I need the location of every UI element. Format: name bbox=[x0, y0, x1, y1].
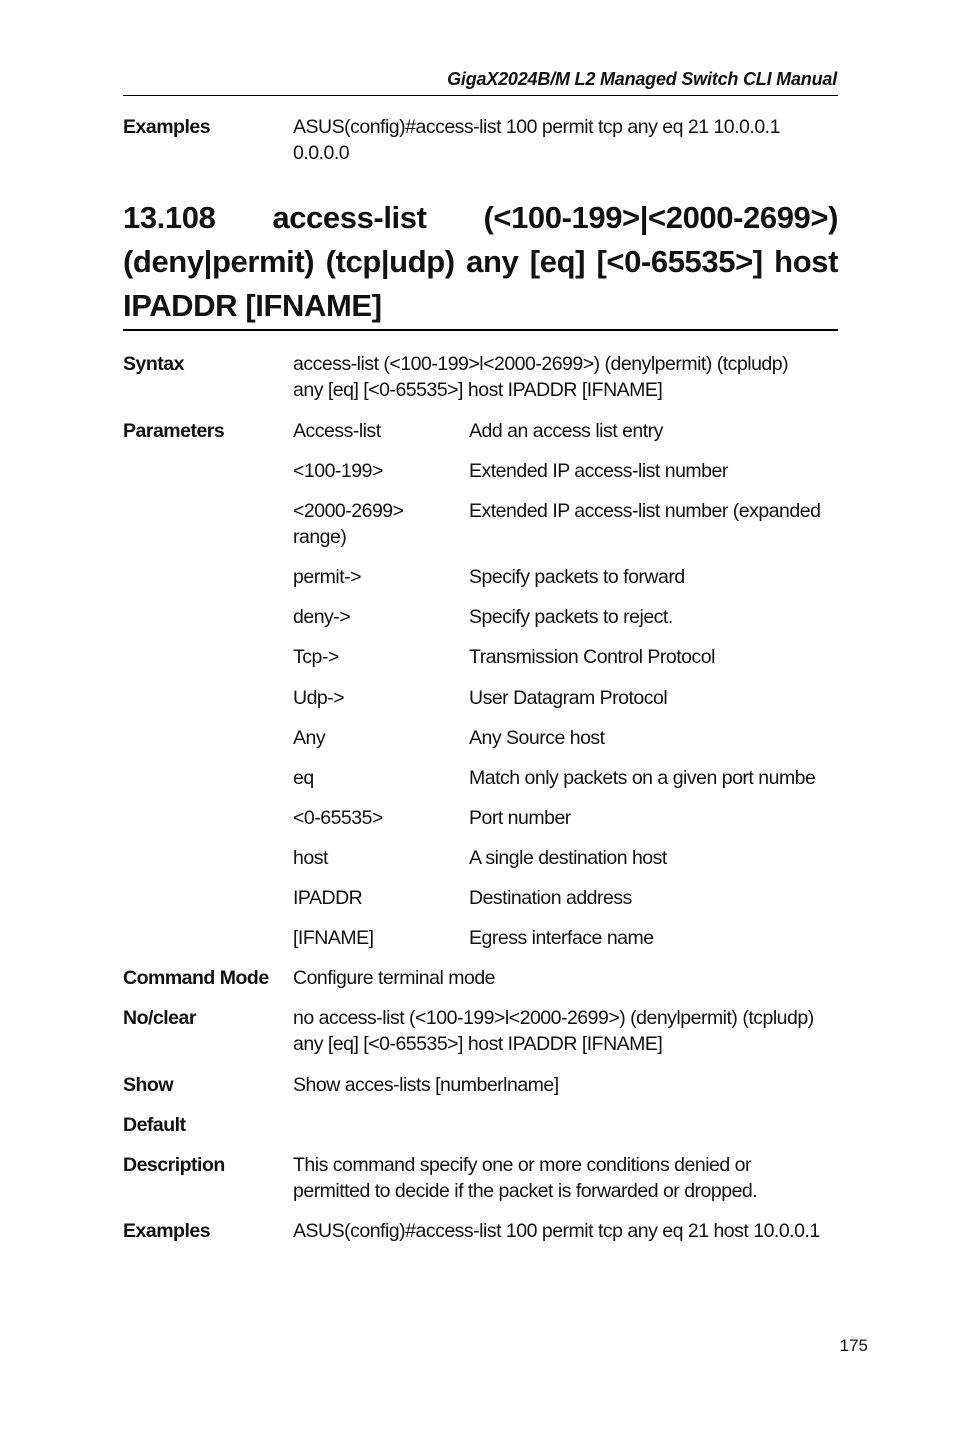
parameter-description: Match only packets on a given port numbe bbox=[469, 767, 816, 789]
syntax-line: any [eq] [<0-65535>] host IPADDR [IFNAME] bbox=[293, 379, 663, 401]
parameter-description-continuation: range) bbox=[293, 526, 347, 548]
syntax-line: access-list (<100-199>l<2000-2699>) (denylpermit) (tcpludp) bbox=[293, 353, 789, 375]
header-divider bbox=[123, 95, 838, 96]
no-clear-line: any [eq] [<0-65535>] host IPADDR [IFNAME] bbox=[293, 1033, 663, 1055]
section-heading bbox=[123, 196, 838, 328]
parameter-description: A single destination host bbox=[469, 847, 667, 869]
parameter-row bbox=[123, 845, 838, 871]
description-line: permitted to decide if the packet is forwarded or dropped. bbox=[293, 1180, 758, 1202]
default-row bbox=[123, 1112, 838, 1138]
description-row bbox=[123, 1152, 838, 1204]
parameter-row bbox=[123, 805, 838, 831]
parameter-name: permit-> bbox=[293, 566, 362, 588]
examples-line: ASUS(config)#access-list 100 permit tcp any eq 21 10.0.0.1 bbox=[293, 116, 780, 138]
examples-value bbox=[293, 114, 838, 166]
parameter-row bbox=[123, 564, 838, 590]
parameter-description: Destination address bbox=[469, 887, 632, 909]
parameter-description: Specify packets to forward bbox=[469, 566, 685, 588]
examples-value: ASUS(config)#access-list 100 permit tcp any eq 21 host 10.0.0.1 bbox=[293, 1220, 820, 1242]
parameter-row bbox=[123, 458, 838, 484]
syntax-value bbox=[293, 351, 838, 403]
parameter-name: Tcp-> bbox=[293, 646, 339, 668]
command-mode-row bbox=[123, 965, 838, 991]
description-label: Description bbox=[123, 1154, 225, 1176]
parameter-description: Egress interface name bbox=[469, 927, 654, 949]
parameter-description: Any Source host bbox=[469, 727, 605, 749]
no-clear-label: No/clear bbox=[123, 1007, 196, 1029]
parameter-name: <0-65535> bbox=[293, 807, 383, 829]
parameter-row bbox=[123, 644, 838, 670]
parameter-row bbox=[123, 725, 838, 751]
no-clear-value bbox=[293, 1005, 838, 1057]
command-mode-label: Command Mode bbox=[123, 967, 269, 989]
parameter-name: Udp-> bbox=[293, 687, 345, 709]
syntax-row bbox=[123, 351, 838, 403]
parameter-row bbox=[123, 685, 838, 711]
description-line: This command specify one or more conditions denied or bbox=[293, 1154, 751, 1176]
parameter-name: Access-list bbox=[293, 420, 381, 442]
no-clear-line: no access-list (<100-199>l<2000-2699>) (denylpermit) (tcpludp) bbox=[293, 1007, 814, 1029]
examples-label: Examples bbox=[123, 1220, 211, 1242]
section-heading-line bbox=[123, 196, 838, 240]
running-header: GigaX2024B/M L2 Managed Switch CLI Manual bbox=[447, 69, 837, 89]
parameter-description: User Datagram Protocol bbox=[469, 687, 668, 709]
parameter-name: Any bbox=[293, 727, 326, 749]
parameter-description: Specify packets to reject. bbox=[469, 606, 673, 628]
section-title-part: access-list (<100-199>|<2000-2699>) bbox=[272, 200, 838, 235]
parameter-description: Port number bbox=[469, 807, 571, 829]
syntax-label: Syntax bbox=[123, 353, 184, 375]
page-number: 175 bbox=[839, 1336, 868, 1355]
description-value bbox=[293, 1152, 838, 1204]
bottom-examples-row bbox=[123, 1218, 838, 1244]
section-heading-line: IPADDR [IFNAME] bbox=[123, 288, 382, 323]
parameter-name: IPADDR bbox=[293, 887, 363, 909]
parameter-name: <100-199> bbox=[293, 460, 383, 482]
parameter-description: Extended IP access-list number bbox=[469, 460, 728, 482]
parameter-row bbox=[123, 885, 838, 911]
section-heading-line: (deny|permit) (tcp|udp) any [eq] [<0-65535>] host bbox=[123, 244, 838, 279]
parameter-row bbox=[123, 498, 838, 550]
parameter-description: Extended IP access-list number (expanded bbox=[469, 500, 821, 522]
examples-line: 0.0.0.0 bbox=[293, 142, 350, 164]
parameter-name: host bbox=[293, 847, 328, 869]
examples-label: Examples bbox=[123, 116, 211, 138]
parameter-name: [IFNAME] bbox=[293, 927, 374, 949]
top-examples-row bbox=[123, 114, 838, 166]
parameters-row bbox=[123, 418, 838, 444]
command-mode-value: Configure terminal mode bbox=[293, 967, 496, 989]
parameter-row bbox=[123, 765, 838, 791]
parameters-label: Parameters bbox=[123, 420, 225, 442]
parameter-row bbox=[123, 604, 838, 630]
show-row bbox=[123, 1072, 838, 1098]
section-number: 13.108 bbox=[123, 200, 216, 235]
parameter-name: deny-> bbox=[293, 606, 351, 628]
parameter-name: eq bbox=[293, 767, 314, 789]
no-clear-row bbox=[123, 1005, 838, 1057]
parameter-description: Add an access list entry bbox=[469, 420, 663, 442]
heading-divider bbox=[123, 329, 838, 331]
show-label: Show bbox=[123, 1074, 173, 1096]
parameter-row bbox=[123, 925, 838, 951]
parameter-name-text: <2000-2699> bbox=[293, 500, 404, 522]
default-label: Default bbox=[123, 1114, 186, 1136]
parameter-description: Transmission Control Protocol bbox=[469, 646, 715, 668]
show-value: Show acces-lists [numberlname] bbox=[293, 1074, 559, 1096]
